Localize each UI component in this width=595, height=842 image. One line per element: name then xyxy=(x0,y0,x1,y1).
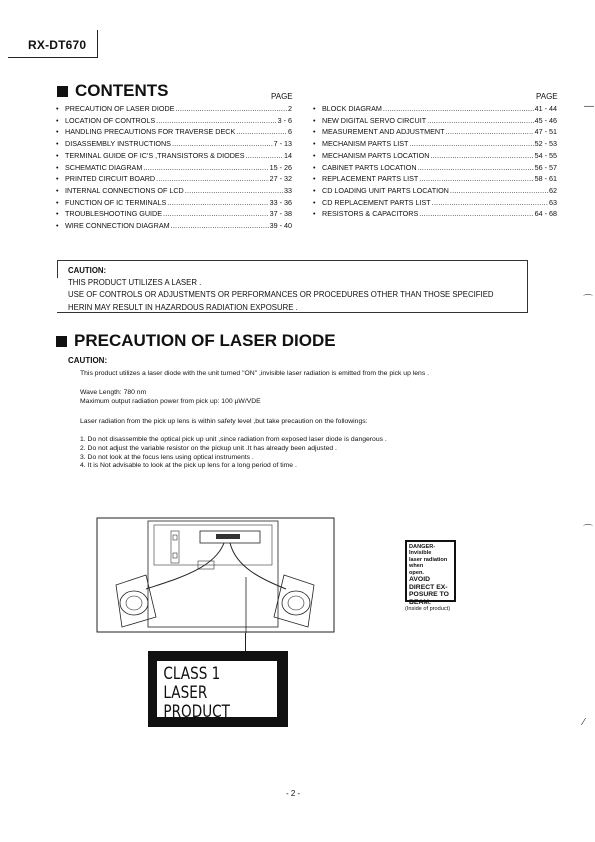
toc-leader-dots xyxy=(236,126,287,138)
bullet-icon: • xyxy=(56,104,59,113)
model-number: RX-DT670 xyxy=(28,38,87,52)
toc-entry-page: 14 xyxy=(284,150,292,160)
toc-leader-dots xyxy=(163,208,269,220)
toc-entry-label: NEW DIGITAL SERVO CIRCUIT xyxy=(322,115,427,125)
inside-caption: (Inside of product) xyxy=(405,606,451,612)
toc-leader-dots xyxy=(167,197,268,209)
toc-entry-label: TROUBLESHOOTING GUIDE xyxy=(65,209,163,219)
square-bullet-icon xyxy=(56,336,67,347)
toc-entry-label: CD LOADING UNIT PARTS LOCATION xyxy=(322,185,449,195)
toc-entry-label: PRINTED CIRCUIT BOARD xyxy=(65,174,156,184)
toc-entry xyxy=(56,103,292,115)
product-drawing xyxy=(96,517,336,635)
bullet-icon: • xyxy=(313,139,316,149)
toc-entry-label: BLOCK DIAGRAM xyxy=(322,104,382,113)
bullet-icon: • xyxy=(313,115,316,125)
toc-entry-page: 7 - 13 xyxy=(273,139,292,149)
wavelength: Wave Length: 780 nm xyxy=(80,389,147,396)
toc-entry-page: 3 - 6 xyxy=(277,115,292,125)
toc-entry xyxy=(56,197,292,209)
toc-entry xyxy=(56,115,292,127)
toc-entry-page: 33 - 36 xyxy=(269,197,292,207)
scan-mark: ⌒ xyxy=(583,525,593,536)
scan-mark: — xyxy=(584,101,594,112)
toc-entry-page: 62 xyxy=(549,185,557,195)
toc-entry xyxy=(313,126,557,138)
page-heading-right: PAGE xyxy=(536,92,558,101)
toc-entry-page: 63 xyxy=(549,197,557,207)
header-tick xyxy=(97,30,98,58)
class-1-label-text xyxy=(157,661,277,722)
toc-entry xyxy=(313,197,557,209)
precaution-caution-label: CAUTION: xyxy=(68,356,108,365)
product-illustration xyxy=(96,517,336,635)
toc-leader-dots xyxy=(450,185,548,197)
bullet-icon: • xyxy=(313,209,316,219)
bullet-icon: • xyxy=(56,197,59,207)
toc-entry-label: LOCATION OF CONTROLS xyxy=(65,115,156,125)
bullet-icon: • xyxy=(313,150,316,160)
precaution-item: 3. Do not look at the focus lens using optical instruments . xyxy=(80,453,254,461)
bullet-icon: • xyxy=(313,104,316,113)
bullet-icon: • xyxy=(56,127,59,137)
square-bullet-icon xyxy=(57,86,68,97)
danger-line-4: AVOID DIRECT EX- xyxy=(409,576,448,591)
toc-right-column xyxy=(313,103,557,220)
precaution-item: 1. Do not disassemble the optical pick up unit ,since radiation from exposed laser diode is dangerous . xyxy=(80,436,387,443)
bullet-icon: • xyxy=(56,115,59,125)
toc-entry-page: 39 - 40 xyxy=(269,221,292,231)
toc-entry-label: HANDLING PRECAUTIONS FOR TRAVERSE DECK xyxy=(65,127,236,137)
toc-entry-page: 41 - 44 xyxy=(534,104,557,113)
header-rule xyxy=(8,57,98,58)
class-line-2: LASER PRODUCT xyxy=(163,683,230,722)
toc-entry-page: 58 - 61 xyxy=(534,174,557,184)
toc-entry-page: 2 xyxy=(288,104,292,113)
toc-leader-dots xyxy=(383,103,534,115)
caution-line-3: HERIN MAY RESULT IN HAZARDOUS RADIATION EXPOSURE . xyxy=(68,302,298,312)
precaution-item: 4. It is Not advisable to look at the pick up lens for a long period of time . xyxy=(80,462,297,470)
caution-box-top-rule xyxy=(57,260,527,261)
toc-entry xyxy=(313,103,557,115)
toc-entry-label: MECHANISM PARTS LIST xyxy=(322,139,409,149)
toc-entry xyxy=(313,185,557,197)
bullet-icon: • xyxy=(56,185,59,195)
toc-entry-label: PRECAUTION OF LASER DIODE xyxy=(65,104,175,113)
toc-entry-label: INTERNAL CONNECTIONS OF LCD xyxy=(65,185,184,195)
toc-leader-dots xyxy=(156,173,268,185)
toc-entry-label: RESISTORS & CAPACITORS xyxy=(322,209,419,219)
toc-entry-page: 37 - 38 xyxy=(269,209,292,219)
toc-leader-dots xyxy=(409,138,533,150)
toc-entry xyxy=(56,138,292,150)
scan-mark: ⌒ xyxy=(583,295,593,306)
toc-entry-page: 27 - 32 xyxy=(269,174,292,184)
toc-entry-page: 15 - 26 xyxy=(269,162,292,172)
bullet-icon: • xyxy=(313,197,316,207)
toc-entry-label: SCHEMATIC DIAGRAM xyxy=(65,162,143,172)
toc-leader-dots xyxy=(175,103,287,115)
caution-line-2: USE OF CONTROLS OR ADJUSTMENTS OR PERFORMANCES OR PROCEDURES OTHER THAN THOSE SPECIFIED xyxy=(68,290,494,300)
toc-entry-label: CD REPLACEMENT PARTS LIST xyxy=(322,197,431,207)
label-leader-line xyxy=(245,633,246,652)
precaution-heading xyxy=(56,331,336,351)
toc-leader-dots xyxy=(419,173,533,185)
toc-leader-dots xyxy=(430,150,533,162)
caution-line-1: THIS PRODUCT UTILIZES A LASER . xyxy=(68,278,202,288)
page-heading-left: PAGE xyxy=(271,92,293,101)
toc-entry-page: 33 xyxy=(284,185,292,195)
toc-entry-page: 64 - 68 xyxy=(534,209,557,219)
class-line-1: CLASS 1 xyxy=(163,664,221,684)
class-1-label xyxy=(148,651,288,727)
danger-label xyxy=(405,540,456,606)
toc-leader-dots xyxy=(419,208,533,220)
toc-entry xyxy=(313,162,557,174)
bullet-icon: • xyxy=(313,127,316,137)
toc-entry-label: TERMINAL GUIDE OF IC'S ,TRANSISTORS & DIODES xyxy=(65,150,245,160)
toc-entry-label: FUNCTION OF IC TERMINALS xyxy=(65,197,167,207)
bullet-icon: • xyxy=(56,139,59,149)
toc-entry xyxy=(56,208,292,220)
toc-entry-label: DISASSEMBLY INSTRUCTIONS xyxy=(65,139,171,149)
toc-entry xyxy=(313,150,557,162)
toc-entry xyxy=(56,220,292,232)
bullet-icon: • xyxy=(313,185,316,195)
toc-leader-dots xyxy=(445,126,533,138)
bullet-icon: • xyxy=(56,150,59,160)
danger-line-1: DANGER-Invisible xyxy=(409,544,436,557)
bullet-icon: • xyxy=(56,162,59,172)
precaution-list xyxy=(80,436,387,471)
toc-leader-dots xyxy=(156,115,276,127)
page-number: - 2 - xyxy=(286,789,301,798)
contents-heading xyxy=(57,81,169,101)
bullet-icon: • xyxy=(313,174,316,184)
toc-leader-dots xyxy=(427,115,534,127)
toc-entry xyxy=(313,138,557,150)
toc-leader-dots xyxy=(246,150,284,162)
toc-entry xyxy=(56,185,292,197)
toc-entry xyxy=(56,150,292,162)
toc-entry xyxy=(56,173,292,185)
bullet-icon: • xyxy=(56,221,59,231)
toc-leader-dots xyxy=(143,162,268,174)
toc-leader-dots xyxy=(185,185,283,197)
caution-box-text xyxy=(68,265,494,314)
caution-box-left-rule xyxy=(57,260,58,278)
toc-leader-dots xyxy=(171,220,269,232)
bullet-icon: • xyxy=(56,174,59,184)
toc-entry-page: 56 - 57 xyxy=(534,162,557,172)
caution-box-title: CAUTION: xyxy=(68,266,107,275)
toc-entry xyxy=(56,126,292,138)
toc-leader-dots xyxy=(432,197,548,209)
danger-line-2: laser radiation when xyxy=(409,556,448,570)
toc-entry-page: 6 xyxy=(288,127,292,137)
scan-mark: ⁄ xyxy=(583,717,585,728)
danger-line-5: POSURE TO BEAM. xyxy=(409,591,449,606)
bullet-icon: • xyxy=(56,209,59,219)
toc-entry-label: MEASUREMENT AND ADJUSTMENT xyxy=(322,127,445,137)
toc-entry-page: 52 - 53 xyxy=(534,139,557,149)
precaution-title: PRECAUTION OF LASER DIODE xyxy=(74,331,336,350)
toc-entry-page: 47 - 51 xyxy=(534,127,557,137)
toc-leader-dots xyxy=(172,138,273,150)
toc-entry xyxy=(313,208,557,220)
bullet-icon: • xyxy=(313,162,316,172)
precaution-intro: This product utilizes a laser diode with the unit turned "ON" ,invisible laser radiation is emitted from the pick up lens . xyxy=(80,370,429,377)
toc-entry xyxy=(313,173,557,185)
wavelength-text xyxy=(80,389,261,407)
toc-left-column xyxy=(56,103,292,232)
toc-entry-label: WIRE CONNECTION DIAGRAM xyxy=(65,221,170,231)
toc-entry xyxy=(313,115,557,127)
precaution-item: 2. Do not adjust the variable resistor on the pickup unit .It has already been adjusted . xyxy=(80,444,337,452)
contents-title: CONTENTS xyxy=(75,81,169,100)
toc-entry-label: REPLACEMENT PARTS LIST xyxy=(322,174,419,184)
toc-entry-label: MECHANISM PARTS LOCATION xyxy=(322,150,430,160)
toc-leader-dots xyxy=(418,162,534,174)
danger-line-3: open. xyxy=(409,569,424,576)
toc-entry-page: 54 - 55 xyxy=(534,150,557,160)
toc-entry-label: CABINET PARTS LOCATION xyxy=(322,162,417,172)
max-power: Maximum output radiation power from pick up: 100 µW/VDE xyxy=(80,397,261,405)
safety-text: Laser radiation from the pick up lens is within safety level ,but take precaution on the followings: xyxy=(80,418,368,425)
toc-entry xyxy=(56,162,292,174)
toc-entry-page: 45 - 46 xyxy=(534,115,557,125)
